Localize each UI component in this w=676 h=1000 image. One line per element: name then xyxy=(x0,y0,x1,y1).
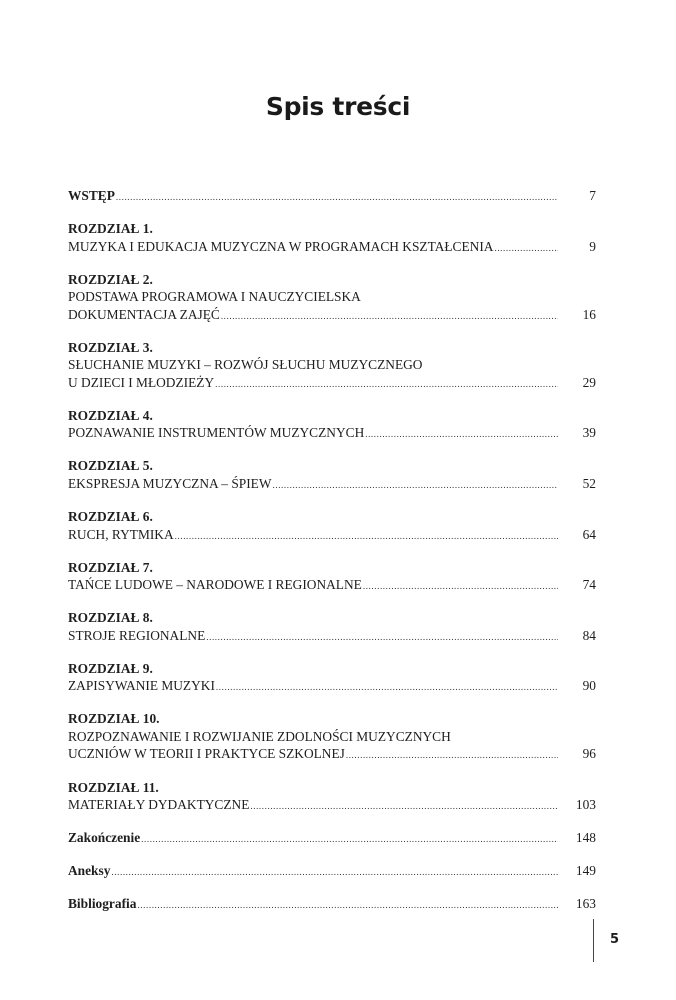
chapter-label: ROZDZIAŁ 3. xyxy=(68,339,153,355)
entry-title: TAŃCE LUDOWE – NARODOWE I REGIONALNE xyxy=(68,577,362,593)
dot-leader xyxy=(346,747,558,765)
toc-entry[interactable] xyxy=(68,271,596,326)
page-ref: 148 xyxy=(575,830,596,846)
toc-entry[interactable] xyxy=(68,779,596,816)
dot-leader xyxy=(250,798,558,816)
entry-title: UCZNIÓW W TEORII I PRAKTYCE SZKOLNEJ xyxy=(68,746,345,762)
chapter-label: ROZDZIAŁ 11. xyxy=(68,779,159,795)
toc-entry[interactable] xyxy=(68,862,596,882)
entry-title: SŁUCHANIE MUZYKI – ROZWÓJ SŁUCHU MUZYCZNEGO xyxy=(68,357,423,373)
toc-entry[interactable] xyxy=(68,710,596,765)
page-ref: 16 xyxy=(582,306,596,322)
dot-leader xyxy=(116,189,558,207)
dot-leader xyxy=(363,578,558,596)
page-ref: 103 xyxy=(575,797,596,813)
toc-entry[interactable] xyxy=(68,895,596,915)
toc-entry[interactable] xyxy=(68,609,596,646)
page-ref: 7 xyxy=(589,188,596,203)
chapter-label: ROZDZIAŁ 2. xyxy=(68,271,153,287)
entry-title: PODSTAWA PROGRAMOWA I NAUCZYCIELSKA xyxy=(68,289,361,305)
entry-title: STROJE REGIONALNE xyxy=(68,627,206,643)
toc-entry[interactable] xyxy=(68,508,596,545)
entry-title: U DZIECI I MŁODZIEŻY xyxy=(68,374,215,390)
page-ref: 90 xyxy=(582,678,596,694)
entry-title: RUCH, RYTMIKA xyxy=(68,526,174,542)
toc-entry[interactable] xyxy=(68,407,596,444)
entry-title: EKSPRESJA MUZYCZNA – ŚPIEW xyxy=(68,475,272,491)
page-ref: 74 xyxy=(582,577,596,593)
entry-title: Zakończenie xyxy=(68,830,141,846)
chapter-label: ROZDZIAŁ 5. xyxy=(68,458,153,474)
dot-leader xyxy=(494,240,558,258)
page-number: 5 xyxy=(610,932,620,947)
toc-entry[interactable] xyxy=(68,339,596,394)
chapter-label: ROZDZIAŁ 6. xyxy=(68,509,153,525)
chapter-label: ROZDZIAŁ 7. xyxy=(68,559,153,575)
entry-title: WSTĘP xyxy=(68,188,115,203)
dot-leader xyxy=(175,528,558,546)
toc-entry[interactable] xyxy=(68,660,596,697)
chapter-label: ROZDZIAŁ 1. xyxy=(68,221,153,237)
page-ref: 9 xyxy=(589,238,596,254)
dot-leader xyxy=(215,376,558,394)
chapter-label: ROZDZIAŁ 8. xyxy=(68,610,153,626)
toc-entry[interactable] xyxy=(68,220,596,257)
toc-entry[interactable] xyxy=(68,187,596,207)
dot-leader xyxy=(141,831,558,849)
folio-divider xyxy=(593,919,594,962)
toc-entry[interactable] xyxy=(68,457,596,494)
page-ref: 84 xyxy=(582,627,596,643)
dot-leader xyxy=(206,629,558,647)
toc-entry[interactable] xyxy=(68,559,596,596)
page-title: Spis treści xyxy=(265,92,411,121)
page-ref: 163 xyxy=(575,896,596,912)
entry-title: MATERIAŁY DYDAKTYCZNE xyxy=(68,797,250,813)
page-ref: 29 xyxy=(582,374,596,390)
toc-entry[interactable] xyxy=(68,829,596,849)
dot-leader xyxy=(365,426,558,444)
entry-title: POZNAWANIE INSTRUMENTÓW MUZYCZNYCH xyxy=(68,425,365,441)
entry-title: DOKUMENTACJA ZAJĘĆ xyxy=(68,306,220,322)
dot-leader xyxy=(221,308,558,326)
page-ref: 52 xyxy=(582,475,596,491)
page-ref: 96 xyxy=(582,746,596,762)
entry-title: ZAPISYWANIE MUZYKI xyxy=(68,678,215,694)
dot-leader xyxy=(137,897,558,915)
entry-title: Bibliografia xyxy=(68,896,137,912)
entry-title: ROZPOZNAWANIE I ROZWIJANIE ZDOLNOŚCI MUZYCZNYCH xyxy=(68,728,451,744)
table-of-contents xyxy=(68,187,596,928)
page-ref: 149 xyxy=(575,863,596,879)
page-ref: 39 xyxy=(582,425,596,441)
dot-leader xyxy=(216,679,558,697)
dot-leader xyxy=(111,864,558,882)
chapter-label: ROZDZIAŁ 10. xyxy=(68,711,160,727)
page-ref: 64 xyxy=(582,526,596,542)
chapter-label: ROZDZIAŁ 4. xyxy=(68,407,153,423)
chapter-label: ROZDZIAŁ 9. xyxy=(68,660,153,676)
dot-leader xyxy=(273,477,559,495)
entry-title: Aneksy xyxy=(68,863,111,879)
entry-title: MUZYKA I EDUKACJA MUZYCZNA W PROGRAMACH KSZTAŁCENIA xyxy=(68,238,494,254)
